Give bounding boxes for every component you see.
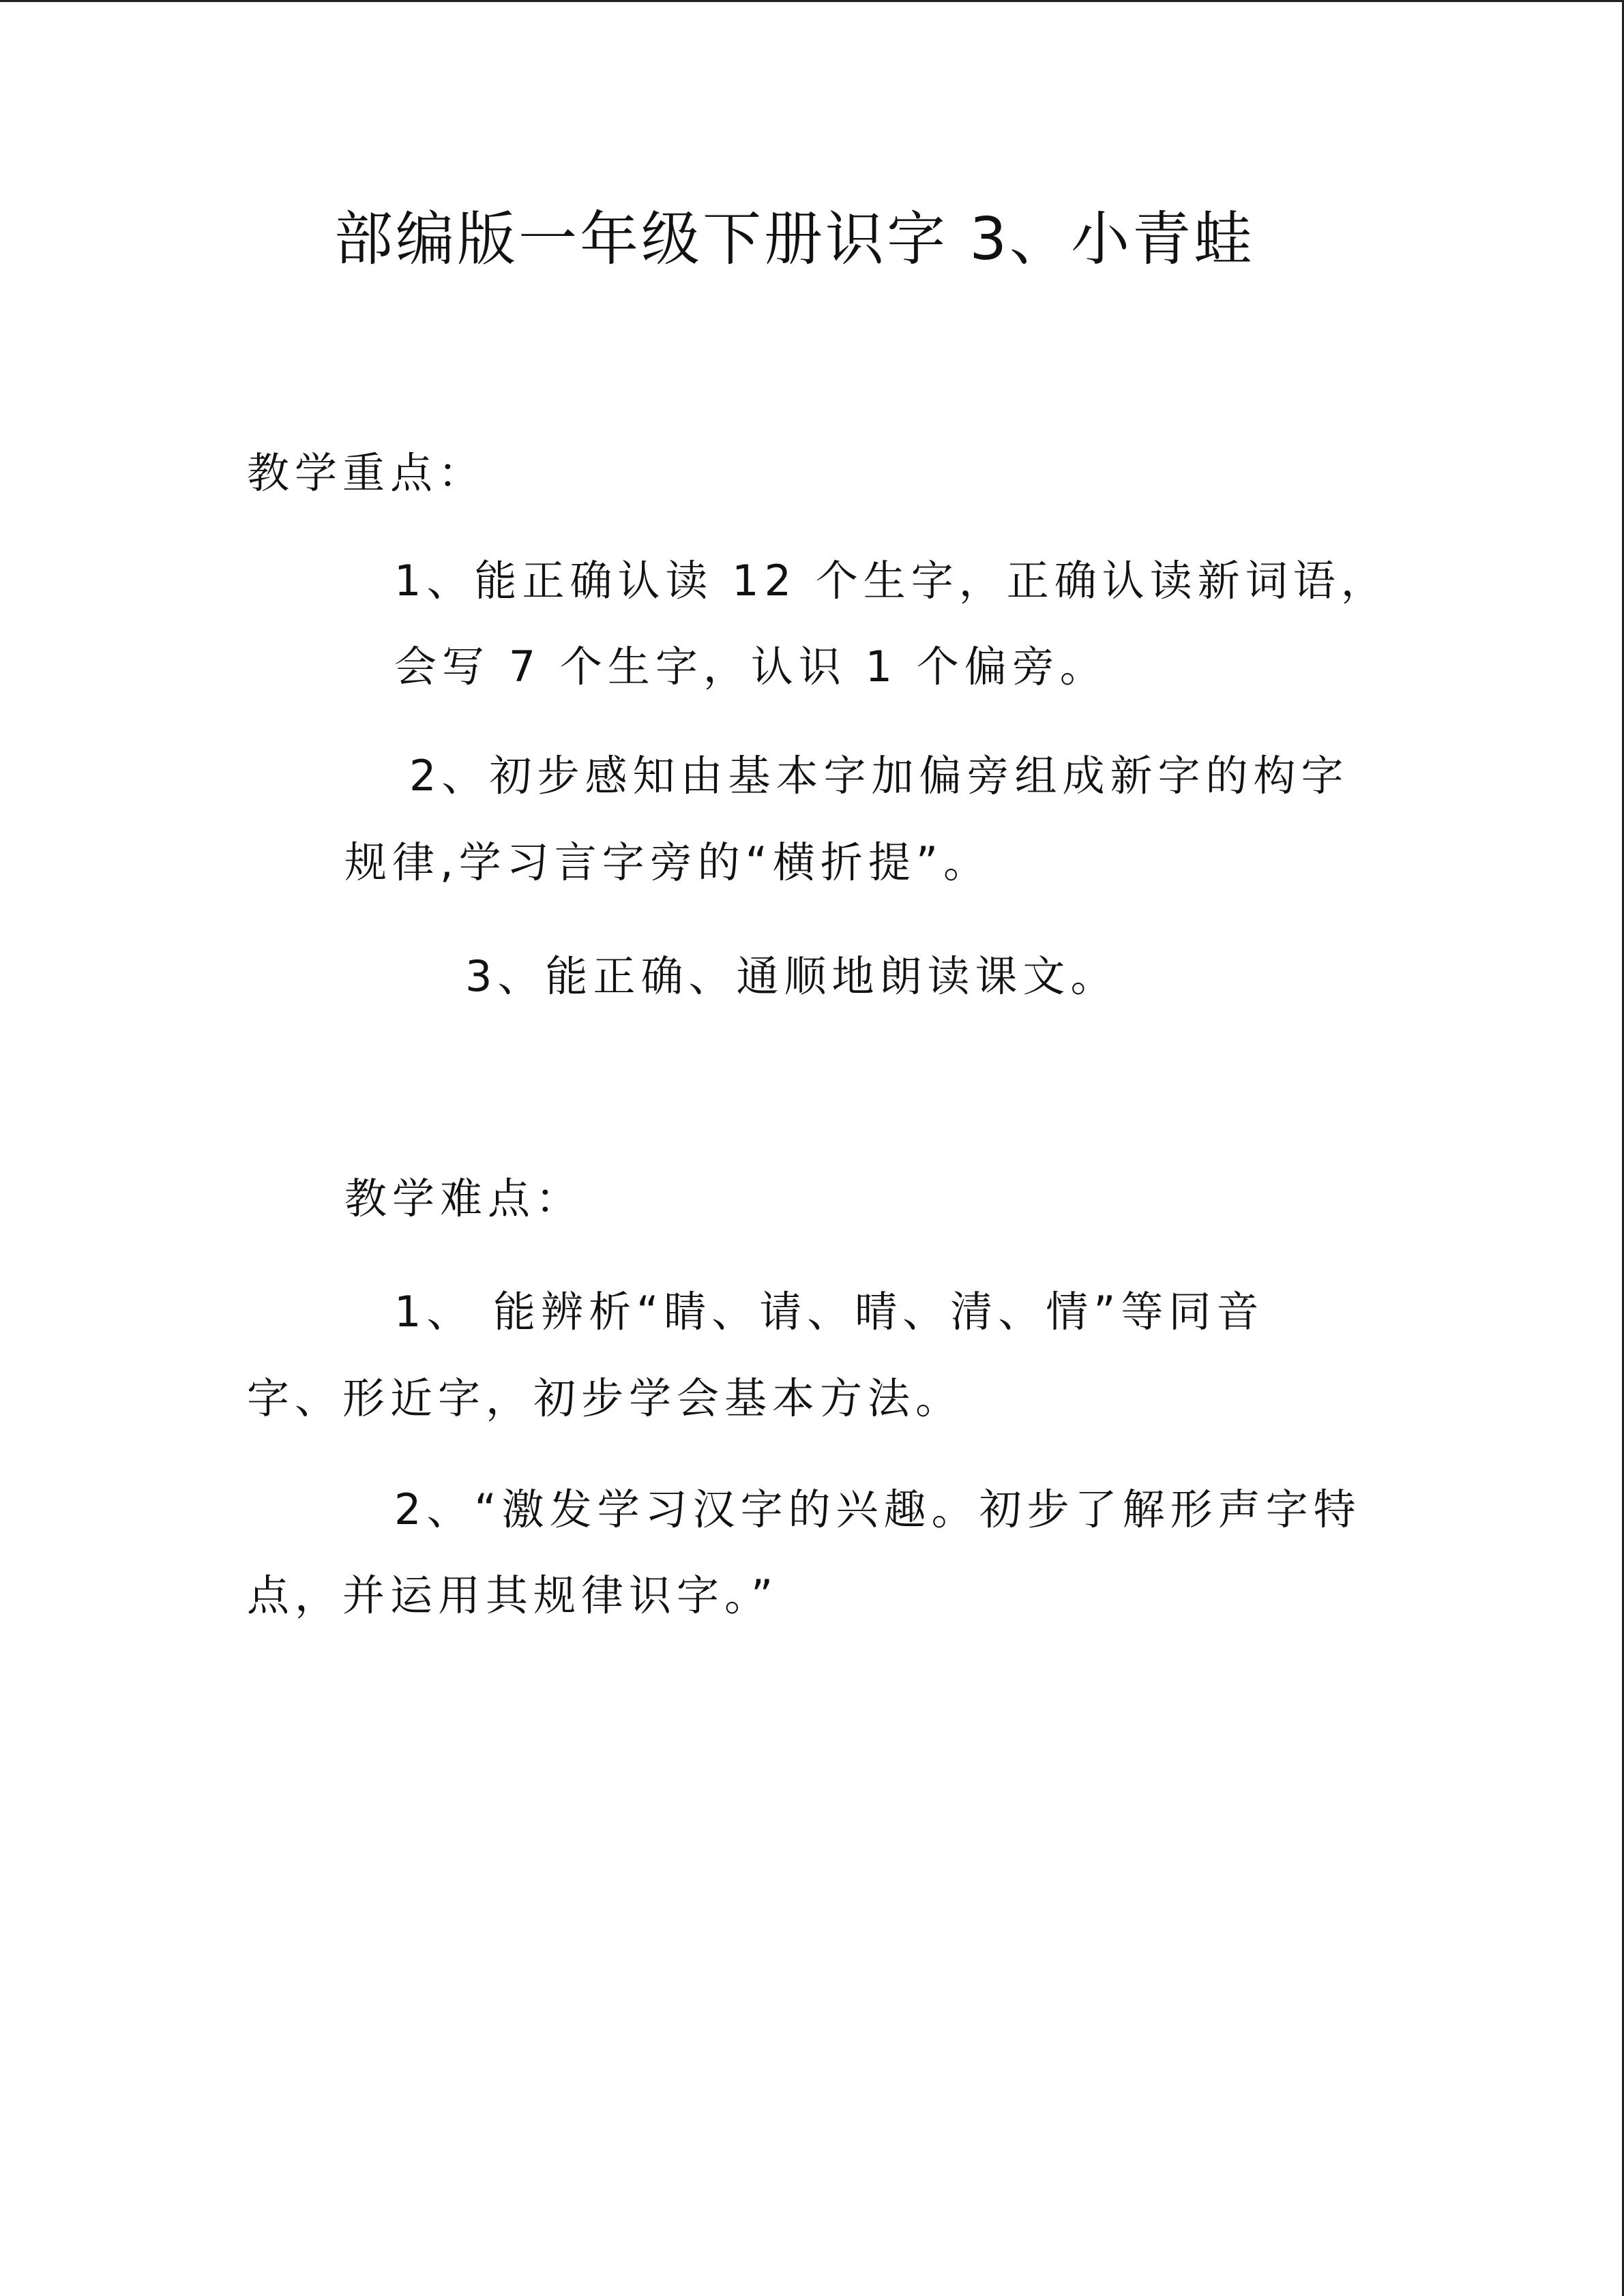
difficulties-heading: 教学难点： bbox=[344, 1174, 584, 1223]
difficulty-2-line-1: 2、“激发学习汉字的兴趣。初步了解形声字特 bbox=[394, 1485, 1361, 1534]
page-title: 部编版一年级下册识字 3、小青蛙 bbox=[334, 205, 1256, 273]
difficulty-1-line-2: 字、形近字，初步学会基本方法。 bbox=[247, 1373, 964, 1423]
key-point-2-line-2: 规律,学习言字旁的“横折提”。 bbox=[344, 837, 991, 887]
key-point-2-line-1: 2、初步感知由基本字加偏旁组成新字的构字 bbox=[409, 751, 1349, 801]
key-point-1-line-2: 会写 7 个生字，认识 1 个偏旁。 bbox=[394, 642, 1108, 691]
difficulty-1-line-1: 1、 能辨析“睛、请、晴、清、情”等同音 bbox=[394, 1287, 1265, 1337]
key-point-1-line-1: 1、能正确认读 12 个生字，正确认读新词语， bbox=[394, 556, 1389, 606]
key-points-heading: 教学重点： bbox=[247, 448, 486, 498]
key-point-3-line-1: 3、能正确、通顺地朗读课文。 bbox=[465, 951, 1119, 1001]
difficulty-2-line-2: 点，并运用其规律识字。” bbox=[247, 1570, 779, 1620]
